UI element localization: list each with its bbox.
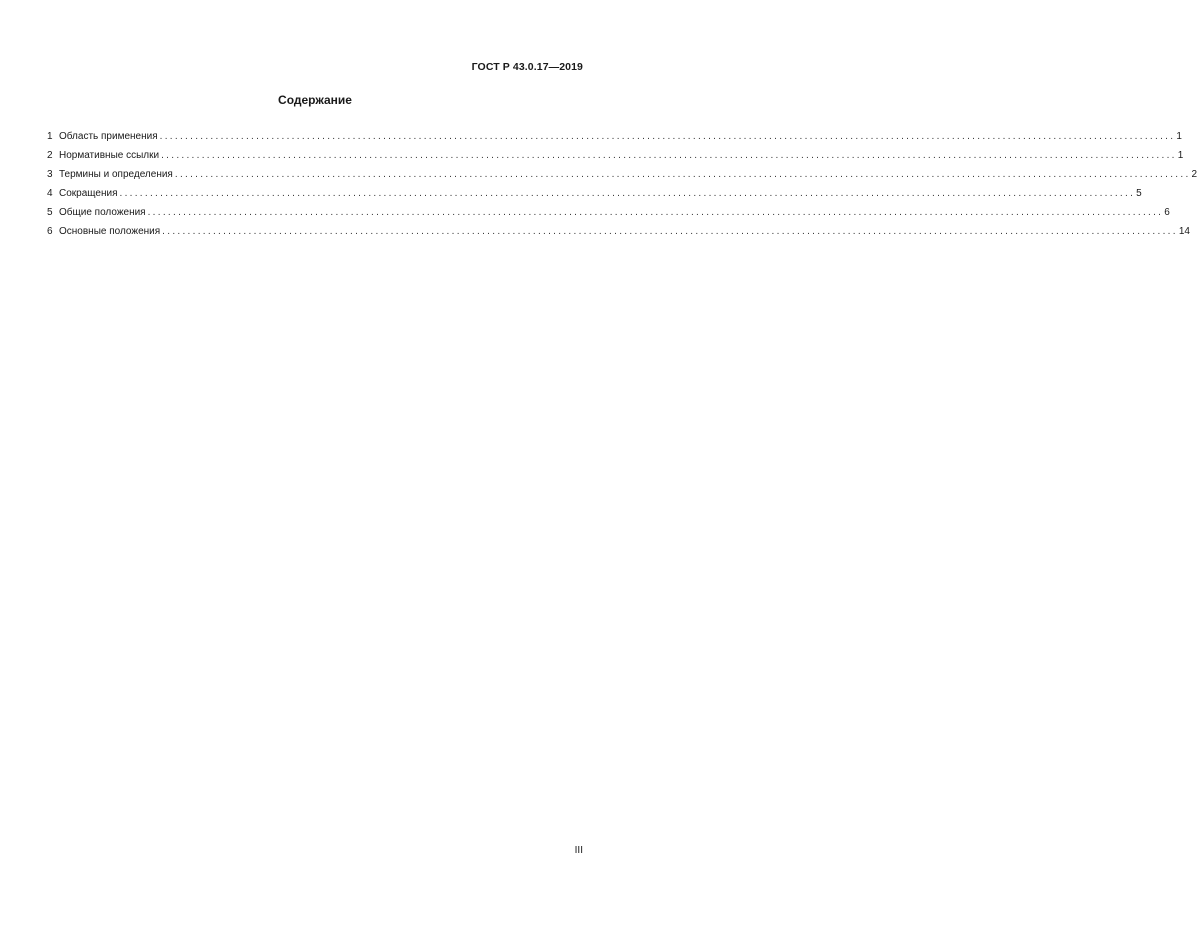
table-of-contents	[47, 127, 1197, 241]
toc-entry-number: 6	[47, 226, 53, 237]
toc-leader-dots: ........................................................................................................................................................................................................	[162, 226, 1178, 237]
toc-entry-page: 6	[1164, 207, 1170, 218]
toc-entry[interactable]	[47, 127, 1182, 146]
toc-entry-label: Нормативные ссылки	[59, 150, 160, 161]
toc-entry-label: Основные положения	[59, 226, 161, 237]
toc-leader-dots: ........................................................................................................................................................................................................	[119, 188, 1136, 199]
toc-entry[interactable]	[47, 184, 1142, 203]
toc-entry-page: 1	[1176, 131, 1182, 142]
toc-entry[interactable]	[47, 146, 1184, 165]
toc-entry-number: 1	[47, 131, 53, 142]
toc-entry-page: 1	[1177, 150, 1184, 161]
toc-entry-label: Область применения	[59, 131, 158, 142]
toc-entry[interactable]	[47, 203, 1170, 222]
page-number: III	[574, 845, 583, 856]
toc-entry-page: 5	[1136, 188, 1142, 199]
toc-entry-number: 5	[47, 207, 53, 218]
toc-entry-number: 4	[47, 188, 53, 199]
toc-leader-dots: ........................................................................................................................................................................................................	[161, 150, 1177, 161]
document-code: ГОСТ Р 43.0.17—2019	[471, 61, 583, 73]
toc-title: Содержание	[278, 93, 352, 107]
toc-entry-label: Термины и определения	[59, 169, 173, 180]
toc-leader-dots: ........................................................................................................................................................................................................	[174, 169, 1191, 180]
toc-entry[interactable]	[47, 222, 1190, 241]
toc-entry-label: Общие положения	[59, 207, 146, 218]
toc-entry-label: Сокращения	[59, 188, 118, 199]
toc-entry-page: 2	[1191, 169, 1197, 180]
toc-leader-dots: ........................................................................................................................................................................................................	[147, 207, 1164, 218]
toc-leader-dots: ........................................................................................................................................................................................................	[159, 131, 1176, 142]
toc-entry-number: 3	[47, 169, 53, 180]
toc-entry-page: 14	[1178, 226, 1190, 237]
toc-entry[interactable]	[47, 165, 1197, 184]
toc-entry-number: 2	[47, 150, 53, 161]
